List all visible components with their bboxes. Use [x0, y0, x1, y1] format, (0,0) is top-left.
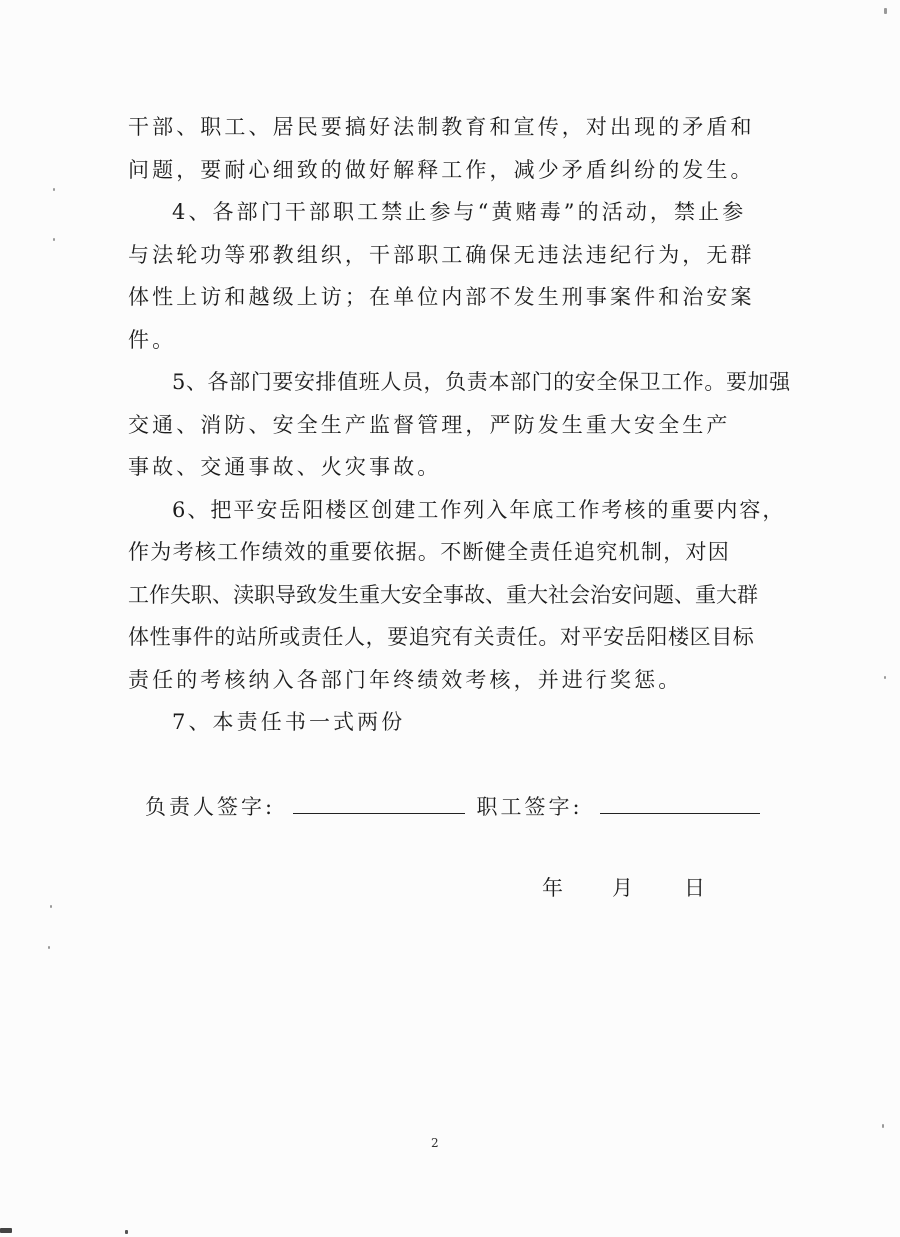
scan-speck [48, 946, 50, 949]
clause-4-line-4: 件。 [128, 328, 177, 352]
page-number: 2 [431, 1136, 439, 1150]
scan-speck [884, 8, 887, 14]
signature-row [145, 792, 760, 822]
leader-signature-line[interactable] [293, 793, 465, 814]
date-day: 日 [684, 876, 705, 900]
date-month: 月 [612, 876, 633, 900]
scan-edge-mark [0, 1228, 12, 1233]
scan-speck [53, 238, 55, 241]
staff-signature-line[interactable] [600, 793, 760, 814]
clause-4-line-1: 4、各部门干部职工禁止参与“黄赌毒”的活动，禁止参 [172, 200, 747, 224]
clause-5-line-1: 5、各部门要安排值班人员，负责本部门的安全保卫工作。要加强 [172, 370, 791, 394]
scan-speck [53, 188, 55, 191]
clause-6-line-2: 作为考核工作绩效的重要依据。不断健全责任追究机制，对因 [128, 540, 731, 564]
clause-6-line-4: 体性事件的站所或责任人，要追究有关责任。对平安岳阳楼区目标 [128, 625, 755, 649]
clause-4-line-2: 与法轮功等邪教组织，干部职工确保无违法违纪行为，无群 [128, 243, 755, 267]
clause-5-line-2: 交通、消防、安全生产监督管理，严防发生重大安全生产 [128, 413, 731, 437]
scan-edge-mark [125, 1230, 128, 1234]
clause-6-line-1: 6、把平安岳阳楼区创建工作列入年底工作考核的重要内容， [172, 498, 786, 522]
body-line-1: 干部、职工、居民要搞好法制教育和宣传，对出现的矛盾和 [128, 115, 755, 139]
scan-speck [50, 905, 52, 908]
staff-signature-label: 职工签字: [476, 795, 583, 819]
clause-4-line-3: 体性上访和越级上访；在单位内部不发生刑事案件和治安案 [128, 285, 755, 309]
body-line-2: 问题，要耐心细致的做好解释工作，减少矛盾纠纷的发生。 [128, 158, 755, 182]
date-year: 年 [542, 876, 563, 900]
clause-7-line-1: 7、本责任书一式两份 [172, 710, 406, 734]
scan-speck [884, 676, 886, 679]
leader-signature-label: 负责人签字: [145, 795, 276, 819]
clause-6-line-3: 工作失职、渎职导致发生重大安全事故、重大社会治安问题、重大群 [128, 583, 758, 607]
clause-5-line-3: 事故、交通事故、火灾事故。 [128, 455, 442, 479]
scan-speck [882, 1124, 884, 1128]
clause-6-line-5: 责任的考核纳入各部门年终绩效考核，并进行奖惩。 [128, 668, 683, 692]
